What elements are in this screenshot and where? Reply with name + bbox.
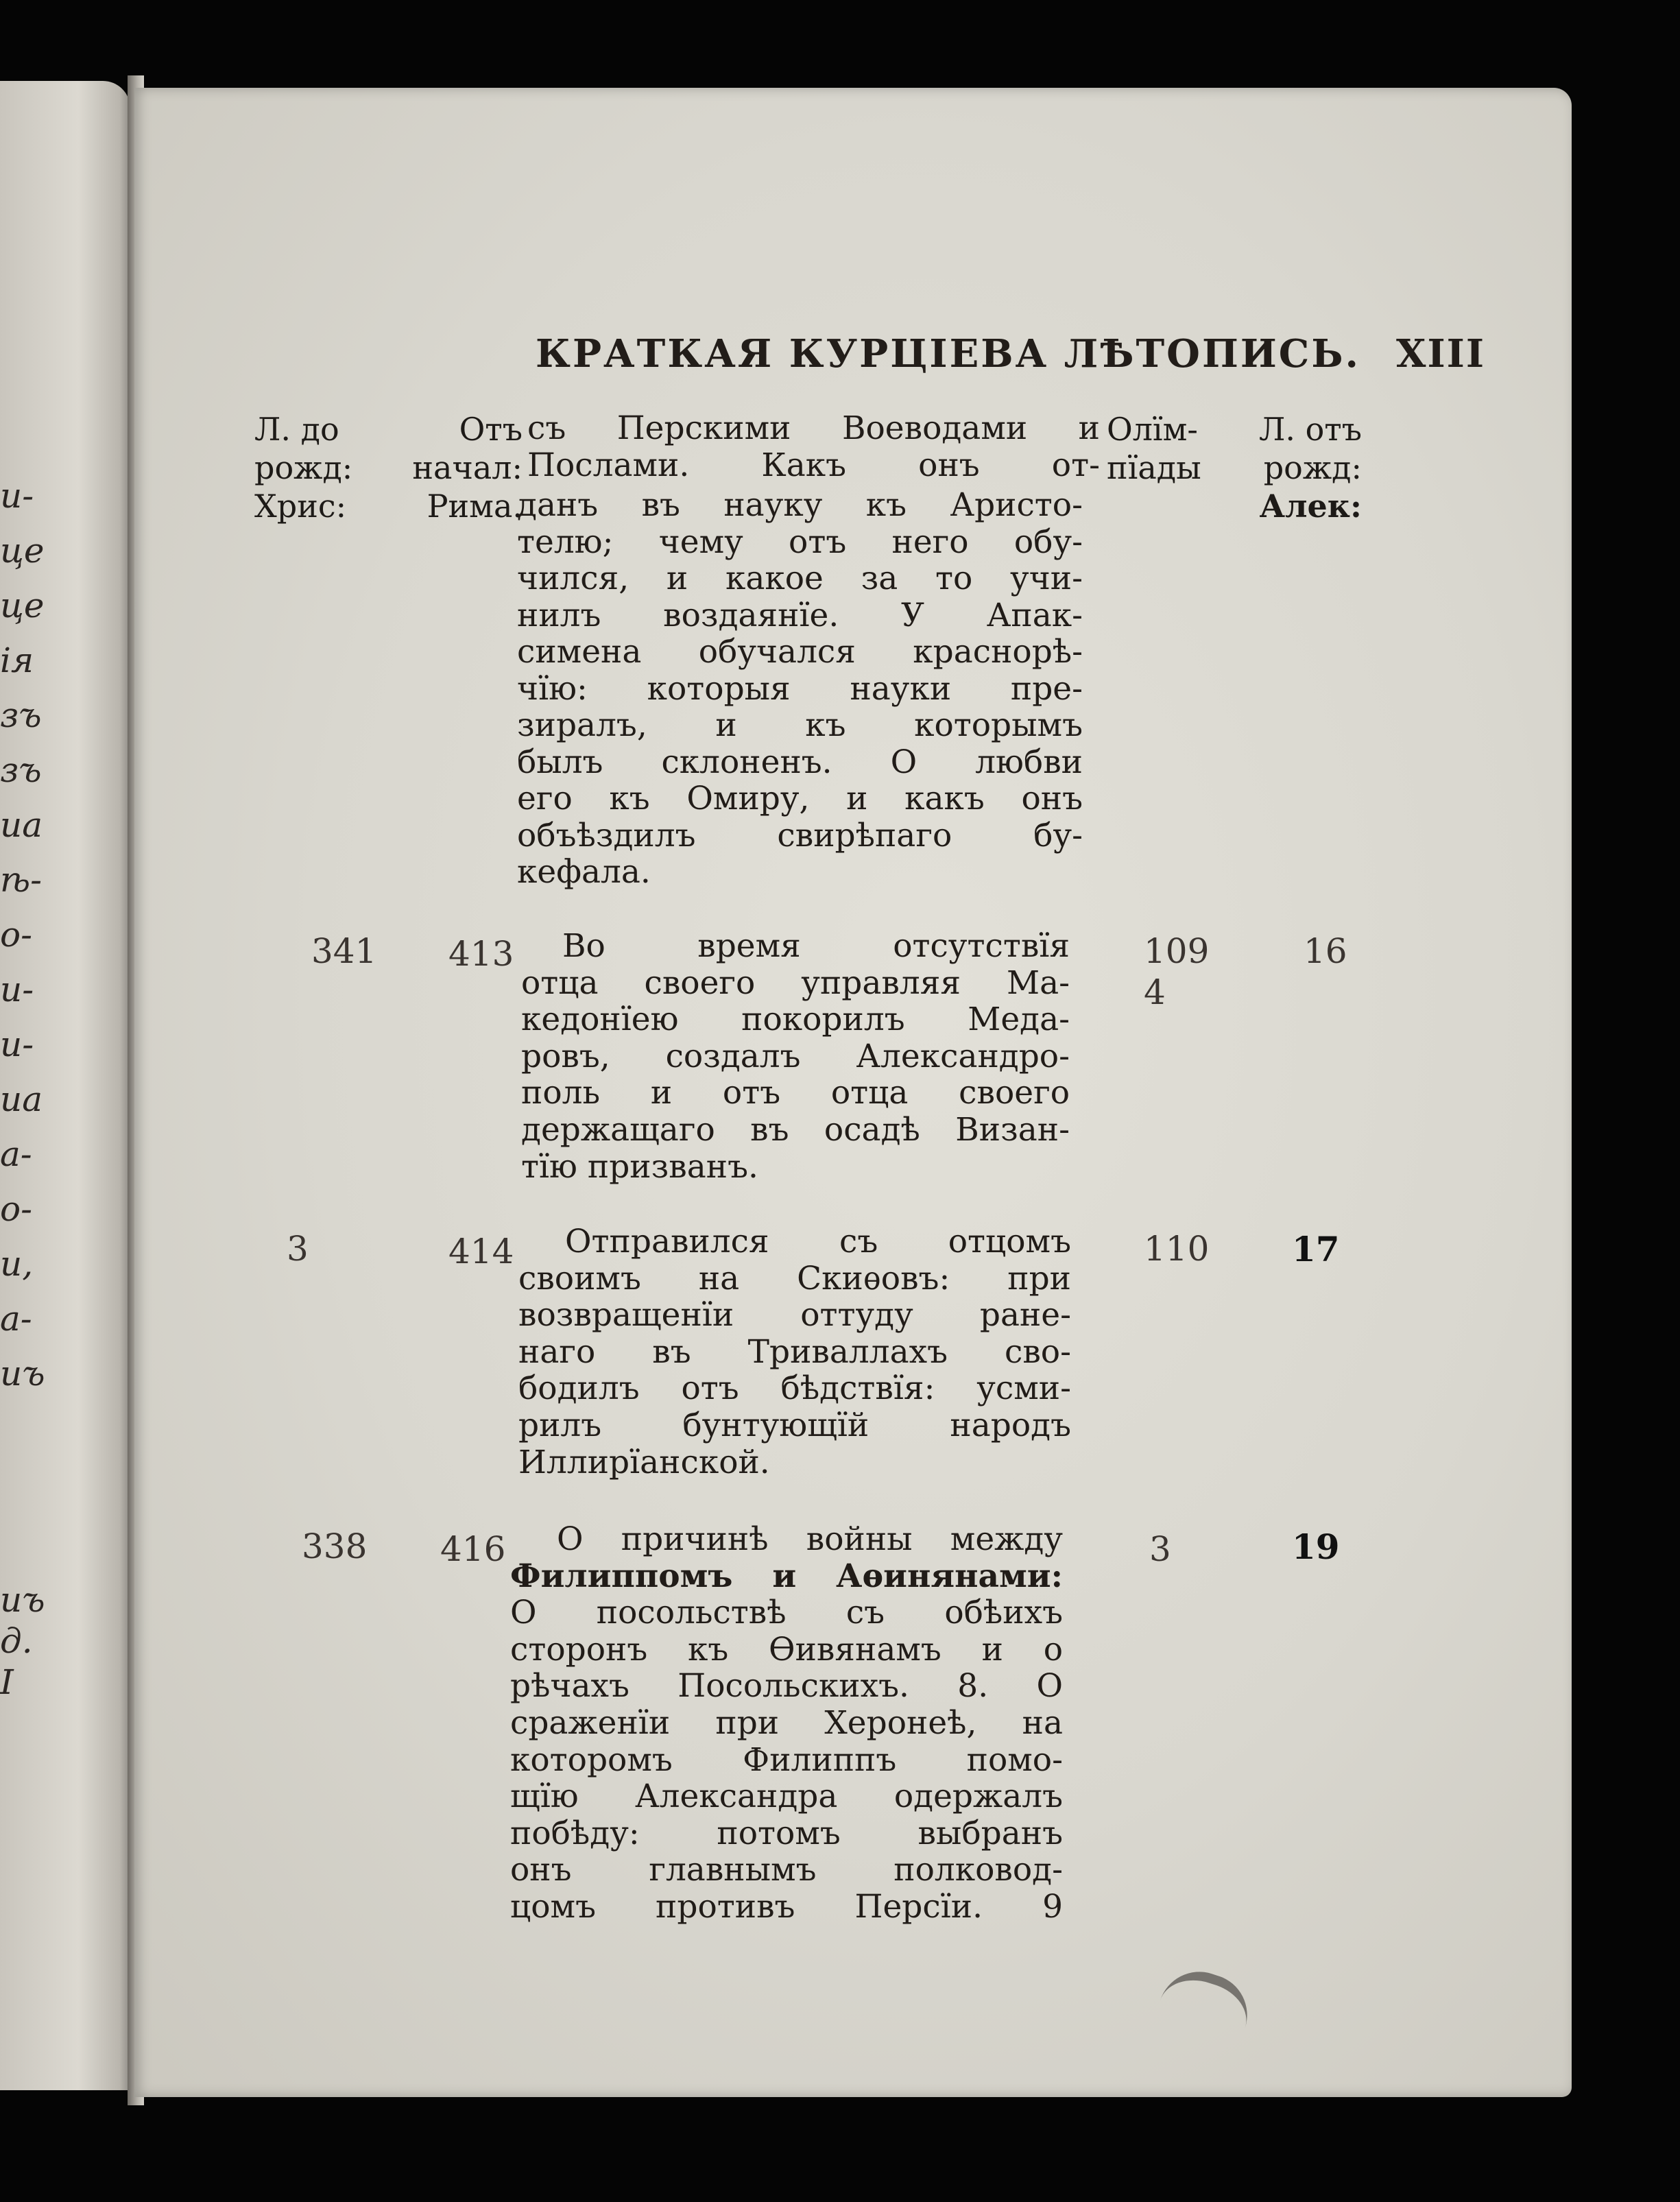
text-line: которомъ Филиппъ помо- bbox=[510, 1740, 1063, 1779]
text-line: Отправился съ отцомъ bbox=[565, 1223, 1071, 1260]
olympiad: 3 bbox=[1149, 1529, 1171, 1569]
text-line: его къ Омиру, и какъ онъ bbox=[517, 780, 1083, 817]
text-line: Во время отсутствїя bbox=[562, 927, 1070, 965]
olympiad: 110 bbox=[1144, 1229, 1210, 1269]
left-fragment: I bbox=[0, 1662, 14, 1702]
text-line: ровъ, создалъ Александро- bbox=[521, 1037, 1070, 1075]
col-header-line: рожд: bbox=[1263, 449, 1362, 486]
col-header-year-rome bbox=[399, 410, 523, 525]
col-header-line: рожд: bbox=[254, 449, 353, 486]
left-fragment: зъ bbox=[0, 750, 42, 790]
text-line: наго въ Триваллахъ сво- bbox=[518, 1332, 1071, 1371]
col-header-olympiad bbox=[1107, 410, 1201, 487]
text-line: возвращенїи оттуду ране- bbox=[518, 1296, 1071, 1335]
text-line: своимъ на Скиѳовъ: при bbox=[518, 1259, 1071, 1297]
entry-text bbox=[518, 1223, 1071, 1481]
text-line: симена обучался краснорѣ- bbox=[517, 633, 1083, 671]
left-fragment: це bbox=[0, 531, 45, 571]
text-line: съ Перскими Воеводами и bbox=[527, 409, 1100, 447]
text-line: чился, и какое за то учи- bbox=[517, 560, 1083, 597]
year-rome: 414 bbox=[448, 1232, 514, 1271]
text-line: объѣздилъ свирѣпаго бу- bbox=[517, 816, 1083, 854]
year-bc: 341 bbox=[311, 931, 377, 971]
text-line: О посольствѣ съ обѣихъ bbox=[510, 1594, 1063, 1632]
left-fragment: ѣ- bbox=[0, 860, 43, 900]
olympiad: 109 bbox=[1144, 931, 1210, 971]
entry-text bbox=[510, 1521, 1063, 1926]
left-fragment: о- bbox=[0, 915, 32, 955]
left-fragment: и- bbox=[0, 1025, 34, 1064]
text-line: отца своего управляя Ма- bbox=[521, 964, 1070, 1002]
left-fragment: а- bbox=[0, 1299, 32, 1339]
intro-text-cont bbox=[517, 487, 1083, 891]
left-fragment: зъ bbox=[0, 695, 42, 735]
col-header-line: Рима. bbox=[427, 488, 523, 525]
left-page bbox=[0, 81, 130, 2090]
text-line: щїю Александра одержалъ bbox=[510, 1778, 1063, 1816]
col-header-line: Л. отъ bbox=[1258, 411, 1362, 448]
text-line: онъ главнымъ полковод- bbox=[510, 1851, 1063, 1889]
col-header-line: Хрис: bbox=[254, 488, 347, 525]
text-line: побѣду: потомъ выбранъ bbox=[510, 1814, 1063, 1852]
left-fragment: о- bbox=[0, 1189, 32, 1229]
text-line: сраженїи при Херонеѣ, на bbox=[510, 1703, 1063, 1742]
text-line: зиралъ, и къ которымъ bbox=[517, 706, 1083, 744]
book-page bbox=[134, 88, 1572, 2097]
year-alex: 16 bbox=[1304, 931, 1347, 971]
year-rome: 416 bbox=[440, 1529, 506, 1569]
text-line: телю; чему отъ него обу- bbox=[517, 523, 1083, 561]
entry-text bbox=[521, 928, 1070, 1185]
left-fragment: а- bbox=[0, 1134, 32, 1174]
text-line: Послами. Какъ онъ от- bbox=[527, 446, 1100, 484]
page-title: КРАТКАЯ КУРЦIЕВА ЛѢТОПИСЬ. bbox=[536, 331, 1361, 376]
col-header-line: Алек: bbox=[1259, 488, 1362, 525]
text-line: тїю призванъ. bbox=[521, 1147, 758, 1186]
text-line: Иллирїанской. bbox=[518, 1443, 770, 1481]
text-line: кедонїею покорилъ Меда- bbox=[521, 1001, 1070, 1039]
year-bc: 3 bbox=[287, 1229, 309, 1269]
text-line: Филиппомъ и Аѳинянами: bbox=[510, 1557, 1063, 1595]
left-fragment: иа bbox=[0, 805, 43, 845]
year-bc: 338 bbox=[302, 1527, 368, 1566]
text-line: цомъ противъ Персïи. 9 bbox=[510, 1887, 1063, 1926]
left-fragment: иъ bbox=[0, 1354, 45, 1393]
left-fragment: ія bbox=[0, 641, 34, 680]
olympiad-sub: 4 bbox=[1144, 972, 1166, 1012]
text-line: рилъ бунтующїй народъ bbox=[518, 1406, 1071, 1444]
col-header-line: начал: bbox=[412, 449, 523, 486]
left-fragment: це bbox=[0, 586, 45, 625]
text-line: нилъ воздаянїе. У Апак- bbox=[517, 596, 1083, 634]
year-rome: 413 bbox=[448, 934, 514, 974]
page-number: XIII bbox=[1396, 331, 1486, 376]
col-header-line: пïады bbox=[1107, 449, 1201, 486]
left-fragment: иъ bbox=[0, 1580, 45, 1620]
ink-stain-mark bbox=[1157, 1961, 1258, 2037]
col-header-line: Олїм- bbox=[1107, 411, 1198, 448]
text-line: чїю: которыя науки пре- bbox=[517, 669, 1083, 708]
text-line: поль и отъ отца своего bbox=[521, 1074, 1070, 1112]
left-fragment: и- bbox=[0, 970, 34, 1009]
text-line: кефала. bbox=[517, 853, 651, 891]
text-line: рѣчахъ Посольскихъ. 8. О bbox=[510, 1667, 1063, 1706]
year-alex: 17 bbox=[1292, 1229, 1340, 1269]
text-line: держащаго въ осадѣ Визан- bbox=[521, 1110, 1070, 1149]
col-header-line: Отъ bbox=[459, 411, 523, 448]
left-fragment: и, bbox=[0, 1244, 34, 1284]
intro-text bbox=[527, 410, 1100, 483]
col-header-year-alex bbox=[1232, 410, 1362, 525]
text-line: былъ склоненъ. О любви bbox=[517, 743, 1083, 781]
text-line: данъ въ науку къ Аристо- bbox=[517, 486, 1083, 524]
left-fragment: д. bbox=[0, 1621, 33, 1661]
text-line: сторонъ къ Ѳивянамъ и о bbox=[510, 1630, 1063, 1668]
text-line: бодилъ отъ бѣдствїя: усми- bbox=[518, 1369, 1071, 1408]
left-fragment: иа bbox=[0, 1079, 43, 1119]
col-header-year-bc bbox=[254, 410, 352, 525]
left-fragment: и- bbox=[0, 476, 34, 516]
col-header-line: Л. до bbox=[254, 411, 339, 448]
text-line: О причинѣ войны между bbox=[557, 1520, 1063, 1558]
year-alex: 19 bbox=[1292, 1527, 1340, 1567]
